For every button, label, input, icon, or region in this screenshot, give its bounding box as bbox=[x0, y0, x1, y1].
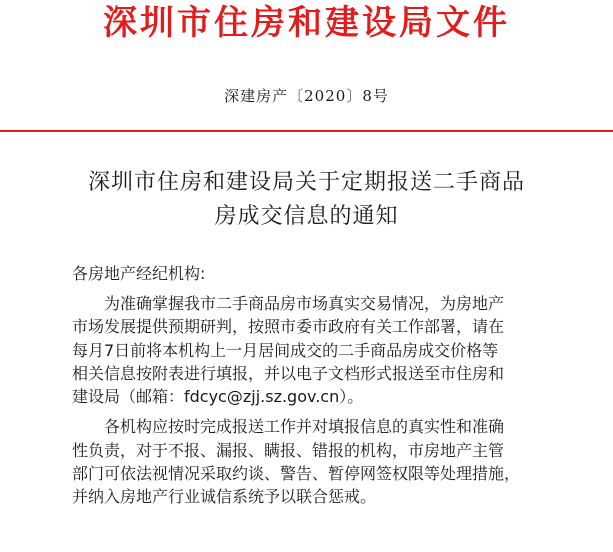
document-number: 深建房产〔2020〕8号 bbox=[224, 87, 389, 105]
document-body bbox=[72, 262, 602, 509]
paragraph-line: 性负责，对于不报、漏报、瞒报、错报的机构，市房地产主管 bbox=[72, 440, 505, 460]
paragraph bbox=[72, 415, 602, 508]
paragraph-line: 每月7日前将本机构上一月居间成交的二手商品房成交价格等 bbox=[72, 340, 499, 360]
paragraph-line: 市场发展提供预期研判，按照市委市政府有关工作部署，请在 bbox=[72, 317, 505, 337]
red-divider-line bbox=[0, 130, 613, 132]
paragraph-line: 建设局（邮箱：fdcyc@zjj.sz.gov.cn）。 bbox=[72, 387, 364, 407]
paragraph-line: 各机构应按时完成报送工作并对填报信息的真实性和准确 bbox=[104, 417, 505, 437]
paragraph-line: 相关信息按附表进行填报，并以电子文档形式报送至市住房和 bbox=[72, 363, 505, 383]
paragraph-line: 为准确掌握我市二手商品房市场真实交易情况，为房地产 bbox=[104, 294, 505, 313]
paragraph-line: 部门可依法视情况采取约谈、警告、暂停网签权限等处理措施， bbox=[72, 464, 521, 484]
title-line: 深圳市住房和建设局关于定期报送二手商品 bbox=[87, 170, 525, 195]
paragraph bbox=[72, 292, 602, 408]
title-line: 房成交信息的通知 bbox=[214, 204, 399, 229]
document-title bbox=[0, 166, 613, 234]
salutation: 各房地产经纪机构: bbox=[72, 264, 206, 283]
document-masthead: 深圳市住房和建设局文件 bbox=[103, 3, 510, 43]
paragraph-line: 并纳入房地产行业诚信系统予以联合惩戒。 bbox=[72, 487, 377, 507]
